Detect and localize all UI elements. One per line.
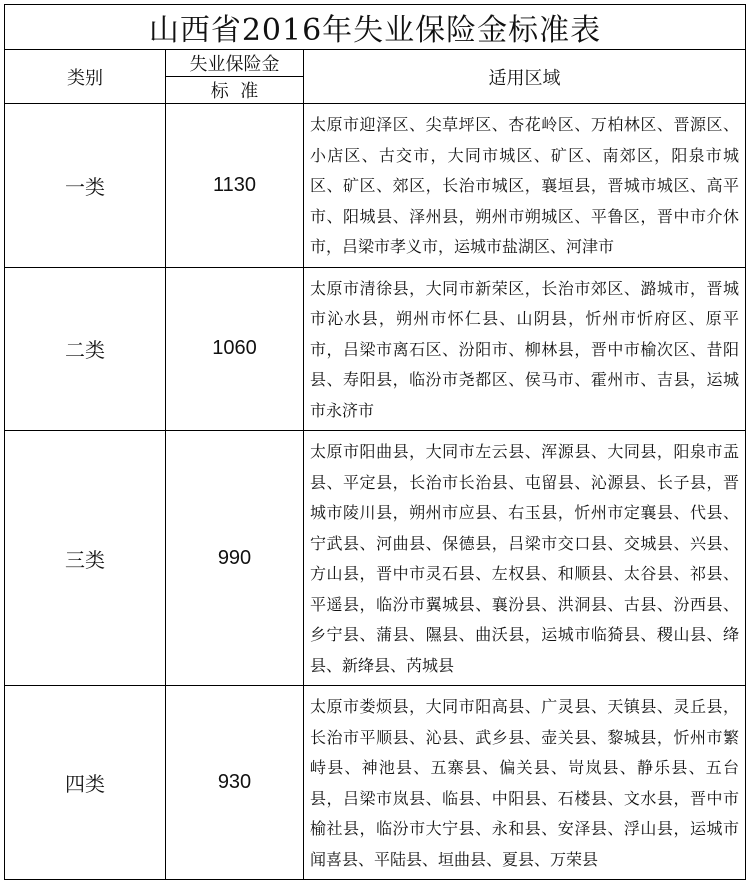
- header-areas: 适用区域: [304, 50, 746, 104]
- table-row: [5, 267, 746, 431]
- table-row: [5, 686, 746, 880]
- amount-cell: 990: [166, 431, 304, 686]
- table-row: [5, 431, 746, 686]
- areas-cell: 太原市娄烦县，大同市阳高县、广灵县、天镇县、灵丘县，长治市平顺县、沁县、武乡县、壶关县、黎城县，忻州市繁峙县、神池县、五寨县、偏关县、岢岚县、静乐县、五台县，吕梁市岚县、临县、中阳县、石楼县、文水县，晋中市榆社县，临汾市大宁县、永和县、安泽县、浮山县，运城市闻喜县、平陆县、垣曲县、夏县、万荣县: [304, 686, 746, 880]
- header-standard-bottom: 标 准: [166, 77, 304, 104]
- category-cell: 三类: [5, 431, 166, 686]
- amount-cell: 930: [166, 686, 304, 880]
- category-cell: 一类: [5, 104, 166, 268]
- amount-cell: 1060: [166, 267, 304, 431]
- areas-cell: 太原市阳曲县，大同市左云县、浑源县、大同县，阳泉市盂县、平定县，长治市长治县、屯留县、沁源县、长子县，晋城市陵川县，朔州市应县、右玉县，忻州市定襄县、代县、宁武县、河曲县、保德县，吕梁市交口县、交城县、兴县、方山县，晋中市灵石县、左权县、和顺县、太谷县、祁县、平遥县，临汾市翼城县、襄汾县、洪洞县、古县、汾西县、乡宁县、蒲县、隰县、曲沃县，运城市临猗县、稷山县、绛县、新绛县、芮城县: [304, 431, 746, 686]
- areas-cell: 太原市迎泽区、尖草坪区、杏花岭区、万柏林区、晋源区、小店区、古交市，大同市城区、矿区、南郊区，阳泉市城区、矿区、郊区，长治市城区，襄垣县，晋城市城区、高平市、阳城县、泽州县，朔州市朔城区、平鲁区，晋中市介休市，吕梁市孝义市，运城市盐湖区、河津市: [304, 104, 746, 268]
- areas-cell: 太原市清徐县，大同市新荣区，长治市郊区、潞城市，晋城市沁水县，朔州市怀仁县、山阴县，忻州市忻府区、原平市，吕梁市离石区、汾阳市、柳林县，晋中市榆次区、昔阳县、寿阳县，临汾市尧都区、侯马市、霍州市、吉县，运城市永济市: [304, 267, 746, 431]
- unemployment-insurance-table: [4, 4, 746, 880]
- table-row: [5, 104, 746, 268]
- amount-cell: 1130: [166, 104, 304, 268]
- header-standard-top: 失业保险金: [166, 50, 304, 77]
- category-cell: 四类: [5, 686, 166, 880]
- category-cell: 二类: [5, 267, 166, 431]
- table-title: 山西省2016年失业保险金标准表: [5, 5, 746, 50]
- header-category: 类别: [5, 50, 166, 104]
